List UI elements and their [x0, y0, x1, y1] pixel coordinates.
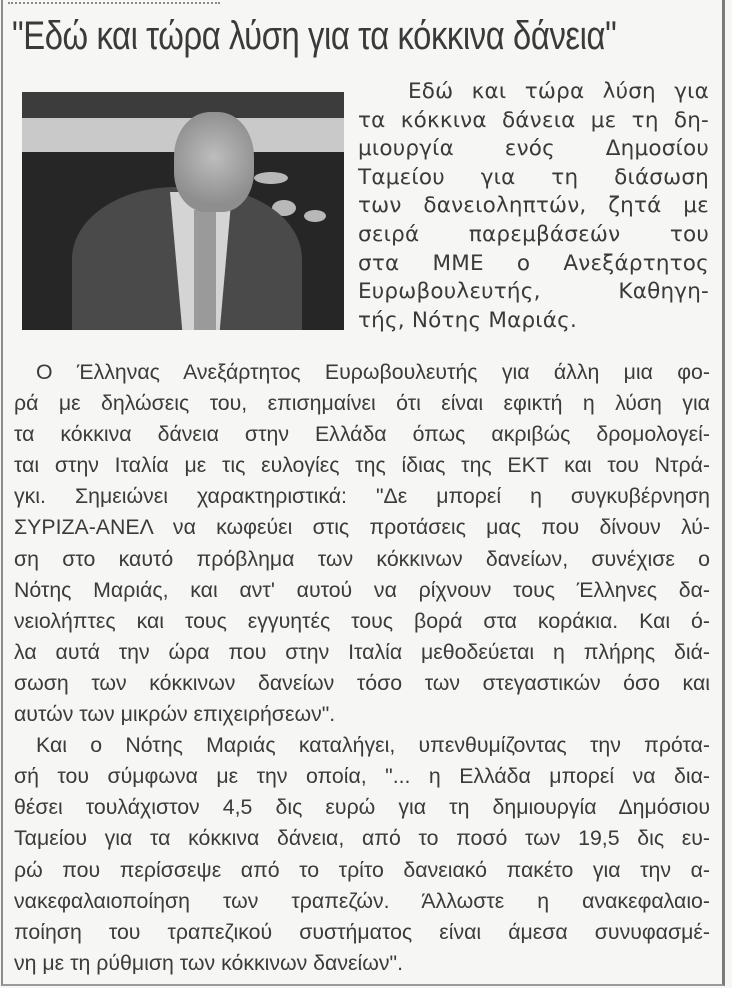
photo-person-head — [174, 112, 254, 212]
photo-light — [304, 210, 326, 222]
lead-line: μιουργία ενός Δημοσίου — [358, 136, 709, 162]
body-line: νη με τη ρύθμιση των κόκκινων δανείων". — [14, 950, 403, 975]
body-line: Και ο Νότης Μαριάς καταλήγει, υπενθυμίζοντας την πρότα- — [36, 733, 710, 758]
lead-line: Εδώ και τώρα λύση για — [408, 79, 709, 104]
body-line: ΣΥΡΙΖΑ-ΑΝΕΛ να κωφεύει στις προτάσεις μας που δίνουν λύ- — [14, 515, 710, 540]
body-line: σωση των κόκκινων δανείων τόσο των στεγαστικών όσο και — [14, 670, 710, 695]
body-line: αυτών των μικρών επιχειρήσεων". — [14, 702, 336, 727]
body-line: γκι. Σημειώνει χαρακτηριστικά: "Δε μπορεί η συγκυβέρνηση — [14, 484, 710, 509]
lead-line: Ταμείου για τη διάσωση — [358, 164, 709, 190]
body-line: ρά με δηλώσεις του, επισημαίνει ότι είναι εφικτή η λύση για — [14, 391, 710, 416]
lead-line: σειρά παρεμβάσεών του — [358, 221, 709, 247]
body-line: ρώ που περίσσεψε από το τρίτο δανειακό πακέτο για την α- — [14, 857, 710, 882]
lead-line: τής, Νότης Μαριάς. — [358, 307, 577, 333]
photo-light — [254, 172, 288, 184]
lead-line: τα κόκκινα δάνεια με τη δη- — [358, 107, 709, 133]
body-line: νακεφαλαιοποίηση των τραπεζών. Άλλωστε η ανακεφαλαιο- — [14, 888, 710, 913]
lead-line: των δανειοληπτών, ζητά με — [358, 193, 709, 219]
body-line: σή του σύμφωνα με την οποία, "... η Ελλάδα μπορεί να δια- — [14, 764, 710, 789]
body-line: τα κόκκινα δάνεια στην Ελλάδα όπως ακριβώς δρομολογεί- — [14, 422, 710, 447]
headline: "Εδώ και τώρα λύση για τα κόκκινα δάνεια" — [12, 14, 617, 58]
body-line: Ταμείου για τα κόκκινα δάνεια, από το ποσό των 19,5 δις ευ- — [14, 826, 710, 851]
body-line: λα αυτά την ώρα που στην Ιταλία μεθοδεύεται η πλήρης διά- — [14, 639, 710, 664]
body-line: ση στο καυτό πρόβλημα των κόκκινων δανείων, συνέχισε ο — [14, 546, 710, 571]
body-line: νειολήπτες και τους εγγυητές τους βορά στα κοράκια. Και ό- — [14, 608, 710, 633]
lead-paragraph — [358, 78, 709, 335]
article-body — [14, 357, 710, 979]
photo-person-tie — [194, 210, 216, 330]
body-line: Ο Έλληνας Ανεξάρτητος Ευρωβουλευτής για άλλη μια φο- — [36, 360, 710, 384]
body-line: Νότης Μαριάς, και αντ' αυτού να ρίχνουν τους Έλληνες δα- — [14, 577, 710, 602]
photo-background-top — [22, 92, 344, 118]
lead-line: Ευρωβουλευτής, Καθηγη- — [358, 279, 709, 305]
lead-line: στα ΜΜΕ ο Ανεξάρτητος — [358, 250, 709, 276]
body-line: ται στην Ιταλία με τις ευλογίες της ίδιας της ΕΚΤ και του Ντρά- — [14, 453, 710, 478]
article-photo — [22, 92, 344, 330]
body-line: ποίηση του τραπεζικού συστήματος είναι άμεσα συνυφασμέ- — [14, 919, 710, 944]
body-line: θέσει τουλάχιστον 4,5 δις ευρώ για τη δημιουργία Δημόσιου — [14, 795, 710, 820]
